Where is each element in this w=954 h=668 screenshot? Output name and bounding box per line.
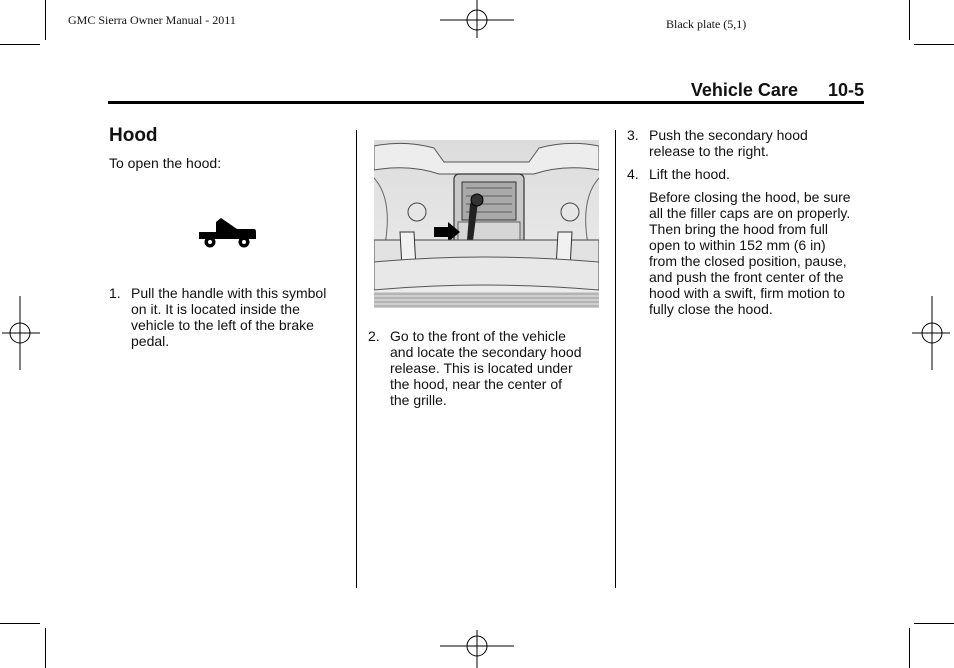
step-text-line: release to the right. xyxy=(649,143,769,159)
paragraph-line: fully close the hood. xyxy=(649,301,773,317)
plate-label: Black plate (5,1) xyxy=(666,17,747,31)
paragraph-line: and push the front center of the xyxy=(649,269,844,285)
truck-hood-open-icon xyxy=(196,218,258,250)
crop-mark xyxy=(45,628,46,668)
paragraph-line: all the filler caps are on properly. xyxy=(649,205,851,221)
article-title: Hood xyxy=(109,125,158,146)
crop-mark xyxy=(909,628,910,668)
registration-mark-left xyxy=(0,296,40,372)
column-divider xyxy=(356,130,357,588)
step-text-line: Push the secondary hood xyxy=(649,127,808,143)
intro-text: To open the hood: xyxy=(109,155,222,171)
step-text-line: on it. It is located inside the xyxy=(131,301,300,317)
crop-mark xyxy=(914,44,954,45)
step-text-line: vehicle to the left of the brake xyxy=(131,317,314,333)
step-text-line: Lift the hood. xyxy=(649,166,730,182)
crop-mark xyxy=(0,623,40,624)
closing-paragraph xyxy=(649,189,864,317)
page-number: 10-5 xyxy=(827,80,864,100)
section-header xyxy=(691,80,864,101)
crop-mark xyxy=(914,623,954,624)
paragraph-line: Then bring the hood from full xyxy=(649,221,828,237)
registration-mark-right xyxy=(912,296,952,372)
registration-mark-bottom xyxy=(440,628,516,668)
step-text-line: Go to the front of the vehicle xyxy=(390,328,566,344)
crop-mark xyxy=(45,0,46,40)
step-number: 4. xyxy=(627,166,639,182)
step-text-line: Pull the handle with this symbol xyxy=(131,285,327,301)
step-text-line: release. This is located under xyxy=(390,360,573,376)
paragraph-line: from the closed position, pause, xyxy=(649,253,847,269)
step-text-line: the hood, near the center of xyxy=(390,376,563,392)
step-text-line: and locate the secondary hood xyxy=(390,344,582,360)
paragraph-line: open to within 152 mm (6 in) xyxy=(649,237,826,253)
registration-mark-top xyxy=(440,0,516,40)
crop-mark xyxy=(0,44,40,45)
header-rule xyxy=(108,101,864,104)
crop-mark xyxy=(909,0,910,40)
step-text-line: pedal. xyxy=(131,333,170,349)
manual-title: GMC Sierra Owner Manual - 2011 xyxy=(68,13,236,27)
column-divider xyxy=(615,130,616,588)
step-number: 2. xyxy=(368,328,380,344)
section-name: Vehicle Care xyxy=(690,80,798,100)
paragraph-line: Before closing the hood, be sure xyxy=(649,189,851,205)
secondary-hood-release-illustration xyxy=(374,140,599,308)
paragraph-line: hood with a swift, firm motion to xyxy=(649,285,846,301)
step-text-line: the grille. xyxy=(390,392,447,408)
step-number: 3. xyxy=(627,127,639,143)
step-number: 1. xyxy=(109,285,121,301)
